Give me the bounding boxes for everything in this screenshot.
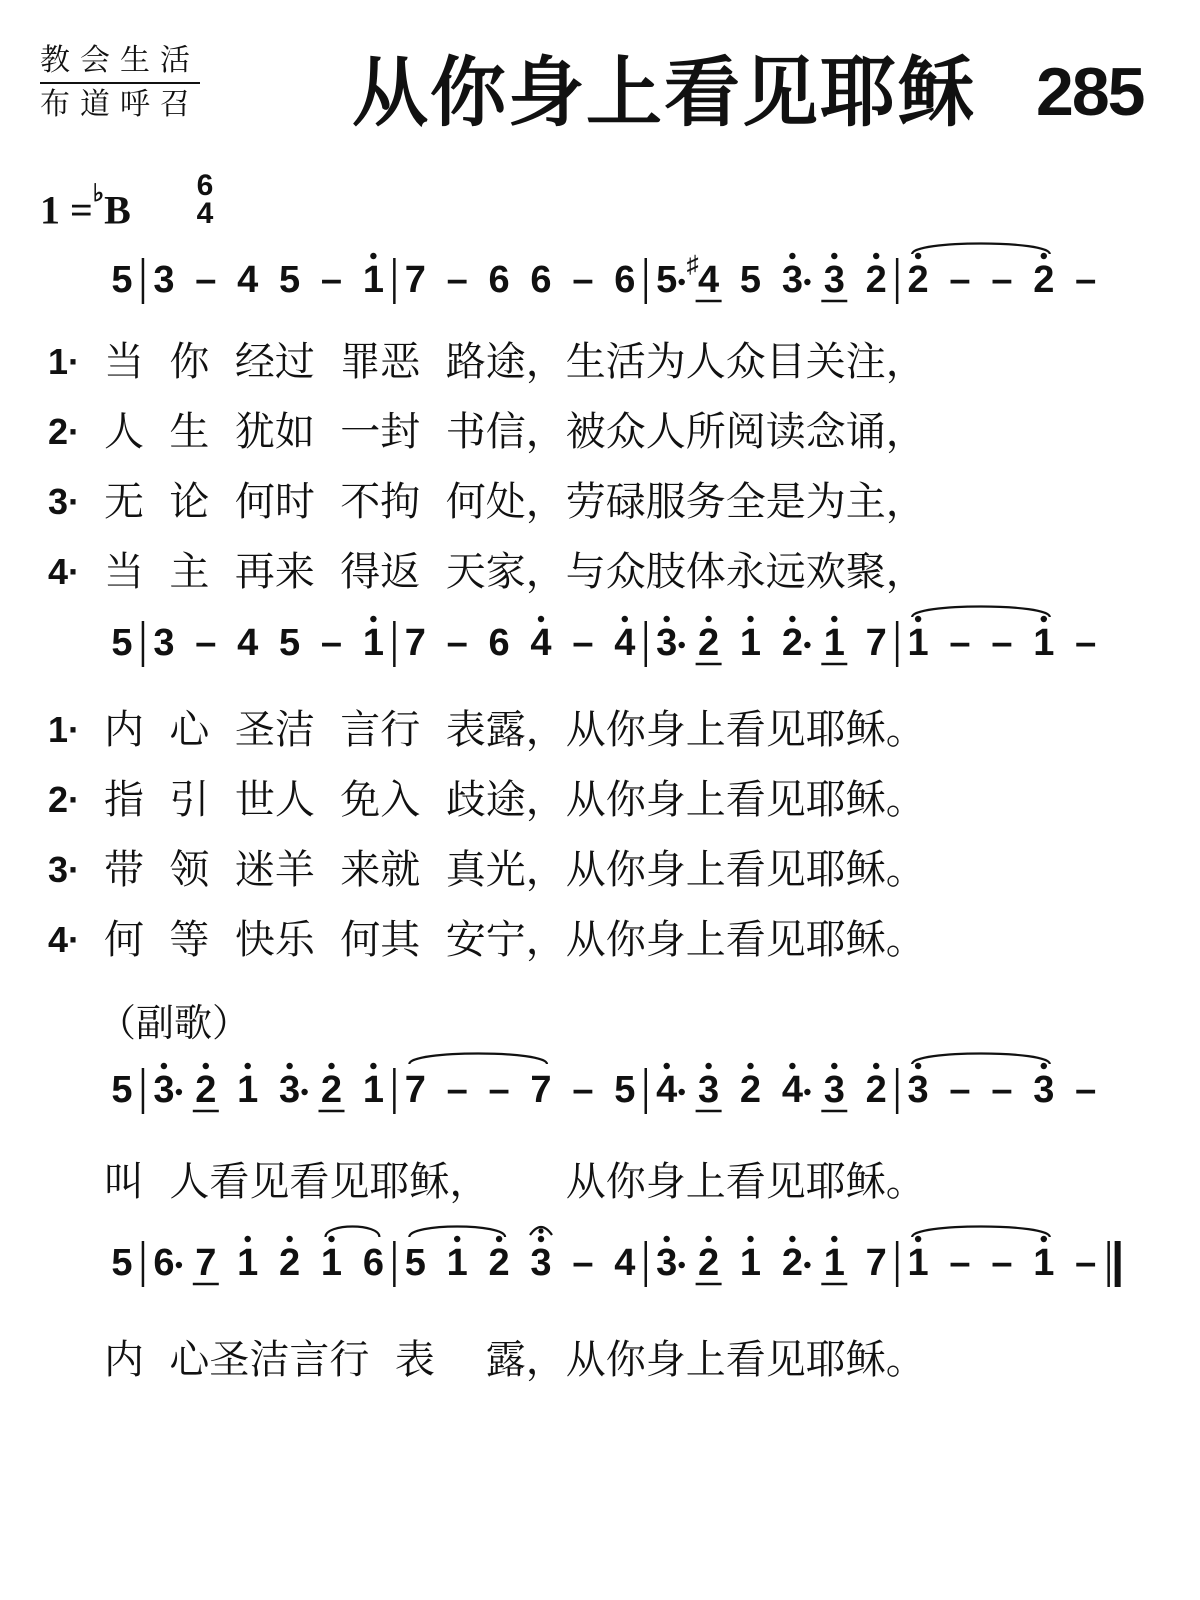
augmentation-dot [679, 642, 685, 648]
note: 2 [279, 1242, 301, 1284]
note: 4 [237, 259, 259, 301]
octave-dot [328, 1236, 334, 1242]
note: 5 [279, 622, 301, 664]
fermata-dot [538, 1228, 543, 1233]
octave-dot [831, 1236, 837, 1242]
verse-number: 2· [48, 411, 81, 452]
verse-number: 4· [48, 551, 81, 592]
note: 7 [865, 622, 887, 664]
note: 2 [865, 1069, 887, 1111]
dash: – [1075, 1069, 1097, 1111]
hymn-number: 285 [1036, 54, 1144, 130]
note: 5 [614, 1069, 636, 1111]
note: 1 [446, 1242, 468, 1284]
note: 2 [781, 622, 803, 664]
flat-sign: ♭ [92, 181, 105, 207]
note: 4 [614, 1242, 636, 1284]
dash: – [195, 259, 217, 301]
note: 4 [614, 622, 636, 664]
note: 6 [530, 259, 552, 301]
lyric-line: 当 主 再来 得返 天家，与众肢体永远欢聚， [104, 549, 926, 595]
octave-dot [496, 1236, 502, 1242]
lyric-line: 当 你 经过 罪恶 路途，生活为人众目关注， [104, 339, 926, 385]
category-label: 教会生活 [40, 42, 200, 84]
note: 3 [907, 1069, 929, 1111]
note: 3 [1033, 1069, 1055, 1111]
note: 1 [823, 1242, 845, 1284]
augmentation-dot [176, 1262, 182, 1268]
verse-number: 3· [48, 849, 81, 890]
dash: – [949, 1069, 971, 1111]
octave-dot [664, 1063, 670, 1069]
meter-top: 6 [196, 169, 214, 202]
note: 3 [530, 1242, 552, 1284]
octave-dot [245, 1063, 251, 1069]
dash: – [446, 622, 468, 664]
augmentation-dot [679, 1089, 685, 1095]
dash: – [949, 259, 971, 301]
octave-dot [1041, 253, 1047, 259]
octave-dot [161, 1063, 167, 1069]
note: 3 [153, 1069, 175, 1111]
augmentation-dot [804, 279, 810, 285]
octave-dot [1041, 1236, 1047, 1242]
augmentation-dot [301, 1089, 307, 1095]
note: 7 [404, 622, 426, 664]
dash: – [1075, 1242, 1097, 1284]
note: 3 [823, 259, 845, 301]
note: 4 [698, 259, 720, 301]
octave-dot [915, 616, 921, 622]
note: 3 [279, 1069, 301, 1111]
augmentation-dot [804, 1262, 810, 1268]
hymn-title: 从你身上看见耶稣 [352, 48, 976, 137]
octave-dot [1041, 616, 1047, 622]
octave-dot [705, 616, 711, 622]
dash: – [320, 259, 343, 301]
chorus-lyric-line: 叫 人看见看见耶稣， 从你身上看见耶稣。 [104, 1159, 926, 1205]
note: 1 [362, 259, 384, 301]
note: 1 [907, 1242, 929, 1284]
note: 7 [404, 259, 426, 301]
octave-dot [286, 1236, 292, 1242]
octave-dot [454, 1236, 460, 1242]
tie-arc [409, 1054, 547, 1065]
dash: – [195, 622, 217, 664]
octave-dot [622, 616, 628, 622]
note: 3 [153, 622, 175, 664]
dash: – [572, 622, 594, 664]
note: 1 [237, 1069, 259, 1111]
note: 6 [362, 1242, 384, 1284]
note: 5 [656, 259, 678, 301]
octave-dot [370, 616, 376, 622]
augmentation-dot [679, 279, 685, 285]
note: 7 [195, 1242, 217, 1284]
note: 1 [320, 1242, 343, 1284]
augmentation-dot [804, 642, 810, 648]
note: 2 [907, 259, 929, 301]
dash: – [446, 1069, 468, 1111]
octave-dot [245, 1236, 251, 1242]
dash: – [949, 622, 971, 664]
dash: – [320, 622, 343, 664]
octave-dot [538, 1236, 544, 1242]
dash: – [991, 1242, 1013, 1284]
note: 1 [739, 1242, 762, 1284]
octave-dot [831, 1063, 837, 1069]
note: 5 [404, 1242, 426, 1284]
octave-dot [747, 1063, 753, 1069]
augmentation-dot [804, 1089, 810, 1095]
note: 2 [320, 1069, 343, 1111]
lyric-line: 内 心 圣洁 言行 表露，从你身上看见耶稣。 [104, 707, 926, 753]
octave-dot [705, 1236, 711, 1242]
note: 5 [111, 1242, 133, 1284]
dash: – [949, 1242, 971, 1284]
verse-number: 1· [48, 341, 81, 382]
verse-number: 2· [48, 779, 81, 820]
note: 2 [1033, 259, 1055, 301]
octave-dot [789, 616, 795, 622]
chorus-lyric-line: 内 心圣洁言行 表 露，从你身上看见耶稣。 [104, 1337, 926, 1383]
dash: – [488, 1069, 510, 1111]
verse-number: 4· [48, 919, 81, 960]
octave-dot [915, 1063, 921, 1069]
note: 1 [1033, 1242, 1055, 1284]
octave-dot [915, 1236, 921, 1242]
octave-dot [664, 616, 670, 622]
note: 3 [153, 259, 175, 301]
note: 2 [698, 1242, 720, 1284]
note: 6 [488, 259, 510, 301]
octave-dot [286, 1063, 292, 1069]
dash: – [572, 1242, 594, 1284]
note: 3 [656, 622, 678, 664]
note: 7 [530, 1069, 552, 1111]
key-prefix: 1 = [40, 187, 93, 233]
note: 3 [823, 1069, 845, 1111]
octave-dot [328, 1063, 334, 1069]
dash: – [572, 259, 594, 301]
octave-dot [538, 616, 544, 622]
note: 4 [656, 1069, 678, 1111]
note: 3 [656, 1242, 678, 1284]
octave-dot [873, 253, 879, 259]
note: 1 [362, 1069, 384, 1111]
note: 5 [279, 259, 301, 301]
note: 2 [488, 1242, 510, 1284]
note: 5 [111, 622, 133, 664]
note: 3 [781, 259, 803, 301]
note: 1 [237, 1242, 259, 1284]
octave-dot [789, 1063, 795, 1069]
note: 1 [362, 622, 384, 664]
octave-dot [831, 616, 837, 622]
note: 4 [781, 1069, 803, 1111]
tie-arc [912, 607, 1050, 618]
octave-dot [1041, 1063, 1047, 1069]
note: 7 [404, 1069, 426, 1111]
lyric-line: 何 等 快乐 何其 安宁，从你身上看见耶稣。 [104, 917, 926, 963]
octave-dot [664, 1236, 670, 1242]
octave-dot [370, 1063, 376, 1069]
note: 4 [530, 622, 552, 664]
tie-arc [912, 244, 1050, 255]
augmentation-dot [176, 1089, 182, 1095]
key-note: B [104, 187, 131, 233]
octave-dot [747, 1236, 753, 1242]
subcategory-label: 布道呼召 [40, 87, 200, 122]
dash: – [991, 622, 1013, 664]
chorus-label: （副歌） [98, 1001, 251, 1045]
note: 1 [739, 622, 762, 664]
note: 6 [614, 259, 636, 301]
note: 1 [823, 622, 845, 664]
octave-dot [705, 1063, 711, 1069]
dash: – [991, 259, 1013, 301]
note: 6 [488, 622, 510, 664]
octave-dot [873, 1063, 879, 1069]
note: 2 [781, 1242, 803, 1284]
dash: – [1075, 259, 1097, 301]
note: 5 [111, 259, 133, 301]
octave-dot [789, 1236, 795, 1242]
dash: – [991, 1069, 1013, 1111]
dash: – [572, 1069, 594, 1111]
tie-arc [912, 1227, 1050, 1238]
note: 7 [865, 1242, 887, 1284]
verse-number: 3· [48, 481, 81, 522]
note: 2 [739, 1069, 762, 1111]
note: 2 [698, 622, 720, 664]
meter-bottom: 4 [196, 197, 214, 230]
lyric-line: 指 引 世人 免入 歧途，从你身上看见耶稣。 [104, 777, 926, 823]
octave-dot [747, 616, 753, 622]
octave-dot [831, 253, 837, 259]
note: 5 [739, 259, 762, 301]
augmentation-dot [679, 1262, 685, 1268]
dash: – [446, 259, 468, 301]
octave-dot [203, 1063, 209, 1069]
note: 2 [195, 1069, 217, 1111]
tie-arc [912, 1054, 1050, 1065]
octave-dot [789, 253, 795, 259]
lyric-line: 无 论 何时 不拘 何处，劳碌服务全是为主， [104, 479, 926, 525]
octave-dot [370, 253, 376, 259]
lyric-line: 带 领 迷羊 来就 真光，从你身上看见耶稣。 [104, 847, 926, 893]
note: 2 [865, 259, 887, 301]
sharp-sign: ♯ [686, 251, 699, 278]
tie-arc [326, 1227, 380, 1238]
dash: – [1075, 622, 1097, 664]
note: 6 [153, 1242, 175, 1284]
tie-arc [409, 1227, 505, 1238]
note: 3 [698, 1069, 720, 1111]
note: 1 [1033, 622, 1055, 664]
verse-number: 1· [48, 709, 81, 750]
note: 1 [907, 622, 929, 664]
lyric-line: 人 生 犹如 一封 书信，被众人所阅读念诵， [104, 409, 926, 455]
note: 4 [237, 622, 259, 664]
note: 5 [111, 1069, 133, 1111]
octave-dot [915, 253, 921, 259]
